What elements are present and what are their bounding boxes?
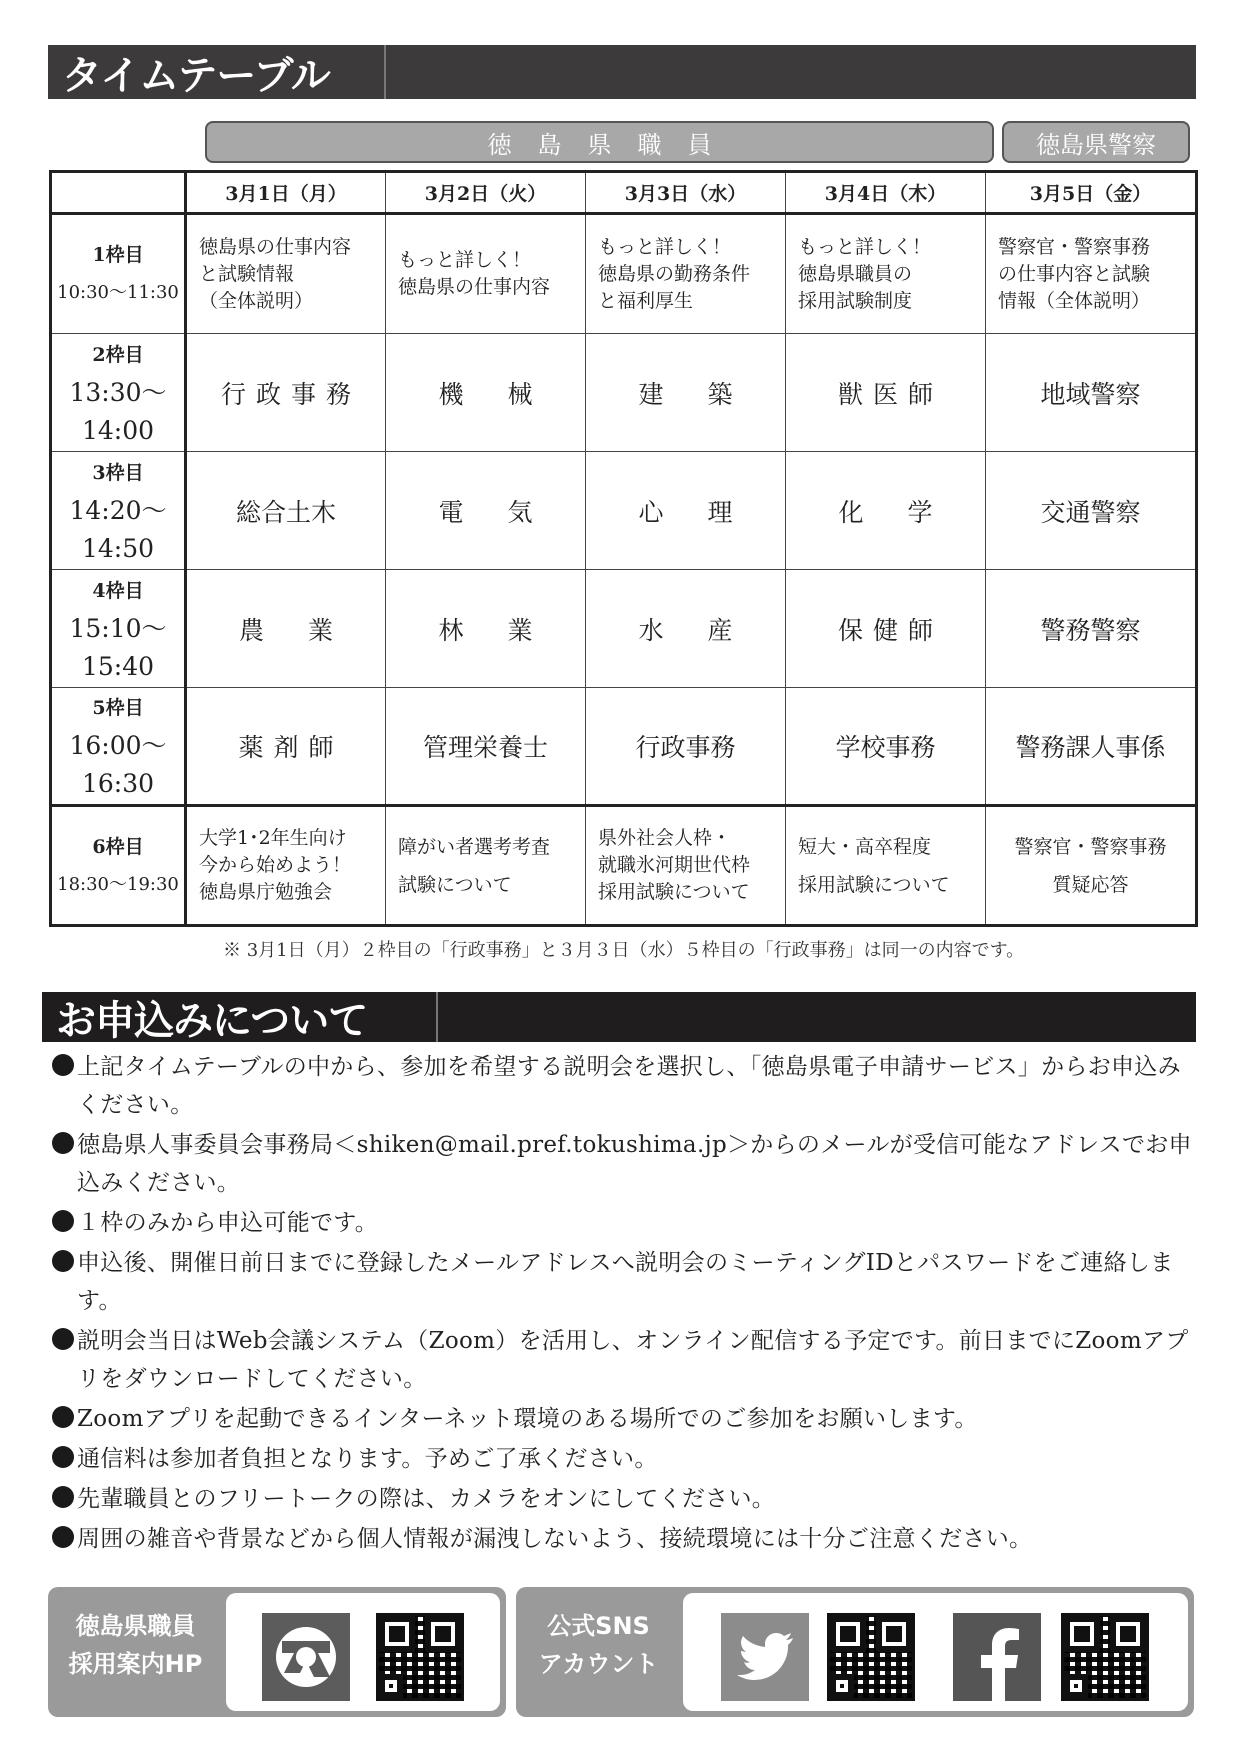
session-label: 行政事務 [220, 379, 361, 409]
session-label: 管理栄養士 [422, 733, 548, 762]
session-cell [386, 570, 586, 688]
slot-time: 13:30〜14:00 [69, 377, 167, 445]
slot-name: 2枠目 [92, 343, 144, 366]
facebook-icon[interactable] [953, 1613, 1041, 1701]
session-cell [786, 688, 986, 806]
slot-time: 10:30〜11:30 [57, 282, 179, 303]
slot-name: 6枠目 [92, 835, 144, 858]
list-item: Zoomアプリを起動できるインターネット環境のある場所でのご参加をお願いします。 [52, 1400, 1202, 1438]
session-label: 総合土木 [235, 497, 336, 527]
session-cell [986, 688, 1197, 806]
tokushima-emblem-icon [262, 1613, 350, 1701]
slot-cell [51, 806, 186, 926]
timetable [49, 170, 1198, 927]
recruitment-hp-box [48, 1587, 506, 1717]
bullet-icon [52, 1210, 74, 1232]
session-cell [986, 570, 1197, 688]
table-row [51, 334, 1197, 452]
slot-name: 4枠目 [92, 579, 144, 602]
day-header: 3月4日（木） [786, 172, 986, 214]
session-label: 建築 [638, 379, 777, 409]
slot-name: 5枠目 [92, 697, 144, 719]
session-cell [386, 452, 586, 570]
session-cell [586, 688, 786, 806]
session-label: 林業 [438, 615, 577, 645]
session-cell: もっと詳しく！ 徳島県職員の 採用試験制度 [786, 214, 986, 334]
session-cell: 短大・高卒程度 採用試験について [786, 806, 986, 926]
bullet-icon [52, 1406, 74, 1428]
session-label: 農業 [238, 615, 377, 645]
list-item: １枠のみから申込可能です。 [52, 1204, 1202, 1242]
bullet-icon [52, 1054, 74, 1076]
session-cell: 徳島県の仕事内容 と試験情報 （全体説明） [186, 214, 386, 334]
session-cell: 警察官・警察事務 質疑応答 [986, 806, 1197, 926]
bullet-icon [52, 1446, 74, 1468]
slot-name: 1枠目 [92, 244, 144, 266]
list-item: 通信料は参加者負担となります。予めご了承ください。 [52, 1440, 1202, 1478]
session-cell [786, 452, 986, 570]
session-label: 心理 [638, 497, 777, 527]
corner-cell [51, 172, 186, 214]
session-cell [986, 334, 1197, 452]
session-cell [586, 334, 786, 452]
list-item: 徳島県人事委員会事務局＜shiken@mail.pref.tokushima.jp＞からのメールが受信可能なアドレスでお申込みください。 [52, 1126, 1202, 1202]
session-label: 獣医師 [837, 379, 943, 409]
session-label: 保健師 [837, 615, 943, 645]
table-row [51, 688, 1197, 806]
qr-code-icon[interactable] [827, 1613, 915, 1701]
table-row [51, 570, 1197, 688]
recruitment-hp-label: 徳島県職員 採用案内HP [68, 1612, 203, 1678]
slot-time: 18:30〜19:30 [57, 873, 179, 895]
timetable-heading-bar [48, 45, 1196, 99]
slot-time: 14:20〜14:50 [69, 495, 167, 563]
list-item: 説明会当日はWeb会議システム（Zoom）を活用し、オンライン配信する予定です。前日までにZoomアプリをダウンロードしてください。 [52, 1322, 1202, 1398]
session-cell: もっと詳しく！ 徳島県の仕事内容 [386, 214, 586, 334]
bullet-icon [52, 1526, 74, 1548]
slot-cell [51, 334, 186, 452]
session-label: 機械 [438, 379, 577, 409]
session-cell [786, 334, 986, 452]
list-item: 先輩職員とのフリートークの際は、カメラをオンにしてください。 [52, 1480, 1202, 1518]
table-row [51, 452, 1197, 570]
day-header: 3月2日（火） [386, 172, 586, 214]
session-cell [586, 452, 786, 570]
table-row [51, 214, 1197, 334]
session-label: 薬剤師 [238, 733, 344, 762]
twitter-icon[interactable] [721, 1613, 809, 1701]
session-label: 警務警察 [1040, 615, 1141, 645]
qr-code-icon[interactable] [1061, 1613, 1149, 1701]
application-heading: お申込みについて [42, 992, 438, 1042]
session-label: 交通警察 [1040, 497, 1141, 527]
day-header: 3月1日（月） [186, 172, 386, 214]
session-label: 水産 [638, 615, 777, 645]
session-cell [786, 570, 986, 688]
list-item: 申込後、開催日前日までに登録したメールアドレスへ説明会のミーティングIDとパスワードをご連絡します。 [52, 1244, 1202, 1320]
table-row [51, 806, 1197, 926]
session-cell [186, 334, 386, 452]
sns-box [516, 1587, 1194, 1717]
sns-label: 公式SNS アカウント [538, 1612, 659, 1678]
application-heading-bar [42, 992, 1196, 1042]
session-cell [586, 570, 786, 688]
session-label: 警務課人事係 [1015, 733, 1166, 762]
session-label: 行政事務 [635, 733, 736, 762]
session-cell [386, 334, 586, 452]
session-label: 学校事務 [835, 733, 936, 762]
session-cell: 県外社会人枠・ 就職氷河期世代枠 採用試験について [586, 806, 786, 926]
session-cell [186, 570, 386, 688]
bullet-icon [52, 1328, 74, 1350]
slot-time: 16:00〜16:30 [69, 731, 167, 798]
session-cell: もっと詳しく！ 徳島県の勤務条件 と福利厚生 [586, 214, 786, 334]
slot-cell [51, 688, 186, 806]
application-list [52, 1048, 1202, 1560]
session-cell [386, 688, 586, 806]
session-label: 化学 [838, 497, 977, 527]
session-cell [186, 688, 386, 806]
day-header: 3月3日（水） [586, 172, 786, 214]
session-cell [986, 452, 1197, 570]
list-item: 上記タイムテーブルの中から、参加を希望する説明会を選択し、「徳島県電子申請サービス」からお申込みください。 [52, 1048, 1202, 1124]
session-label: 電気 [438, 497, 577, 527]
session-cell [186, 452, 386, 570]
timetable-heading: タイムテーブル [48, 45, 386, 99]
session-label: 地域警察 [1040, 379, 1141, 409]
session-cell: 大学1･2年生向け 今から始めよう！ 徳島県庁勉強会 [186, 806, 386, 926]
police-group-header: 徳島県警察 [1002, 121, 1190, 163]
prefecture-staff-group-header: 徳島県職員 [205, 121, 994, 163]
day-header: 3月5日（金） [986, 172, 1197, 214]
timetable-note: ※ 3月1日（月）２枠目の「行政事務」と３月３日（水）５枠目の「行政事務」は同一の内容です。 [223, 940, 1025, 961]
slot-cell [51, 570, 186, 688]
session-cell: 障がい者選考考査 試験について [386, 806, 586, 926]
qr-code-icon[interactable] [376, 1613, 464, 1701]
slot-name: 3枠目 [92, 461, 144, 484]
list-item: 周囲の雑音や背景などから個人情報が漏洩しないよう、接続環境には十分ご注意ください。 [52, 1520, 1202, 1558]
bullet-icon [52, 1132, 74, 1154]
timetable-header-row [51, 172, 1197, 214]
session-cell: 警察官・警察事務 の仕事内容と試験 情報（全体説明） [986, 214, 1197, 334]
slot-cell [51, 452, 186, 570]
bullet-icon [52, 1250, 74, 1272]
slot-cell [51, 214, 186, 334]
slot-time: 15:10〜15:40 [69, 613, 167, 681]
bullet-icon [52, 1486, 74, 1508]
